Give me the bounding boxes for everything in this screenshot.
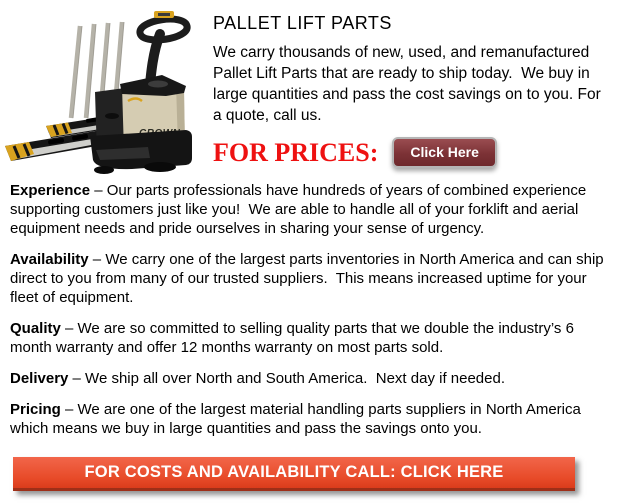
quality-text: – We are so committed to selling quality parts that we double the industry’s 6 month warranty and offer 12 months warranty on most parts sold. [10,320,579,356]
availability-text: – We carry one of the largest parts inventories in North America and can ship direct to you from many of our trusted suppliers. This means increased uptime for your fleet of equipment. [10,251,608,306]
experience-text: – Our parts professionals have hundreds of years of combined experience supporting customers just like you! We are able to handle all of your forklift and aerial equipment needs and pride ourselves in sharing your sense of urgency. [10,182,591,237]
delivery-text: – We ship all over North and South America. Next day if needed. [68,370,506,387]
pricing-label: Pricing [10,401,61,418]
intro-paragraph: We carry thousands of new, used, and remanufactured Pallet Lift Parts that are ready to ship today. We buy in large quantities and pass the cost savings on to you. For a quote, call us. [213,44,606,124]
for-prices-row [213,137,613,168]
costs-availability-cta-bar[interactable] [13,457,575,491]
hero-text-column [213,13,613,168]
feature-sections [10,181,610,438]
delivery-label: Delivery [10,370,69,387]
experience-paragraph [10,181,610,238]
quality-paragraph [10,319,610,357]
hero-section [0,0,619,178]
click-here-button[interactable]: Click Here [392,137,496,168]
pricing-text: – We are one of the largest material handling parts suppliers in North America which means we buy in large quantities and pass the savings onto you. [10,401,586,437]
delivery-paragraph [10,369,610,388]
availability-paragraph [10,250,610,307]
costs-availability-cta-label: FOR COSTS AND AVAILABILITY CALL: CLICK HERE [84,463,504,481]
availability-label: Availability [10,251,89,268]
page-title: PALLET LIFT PARTS [213,13,392,33]
pallet-truck-image [0,0,210,178]
experience-label: Experience [10,182,91,199]
pricing-paragraph [10,400,610,438]
for-prices-label: FOR PRICES: [213,137,379,167]
quality-label: Quality [10,320,61,337]
